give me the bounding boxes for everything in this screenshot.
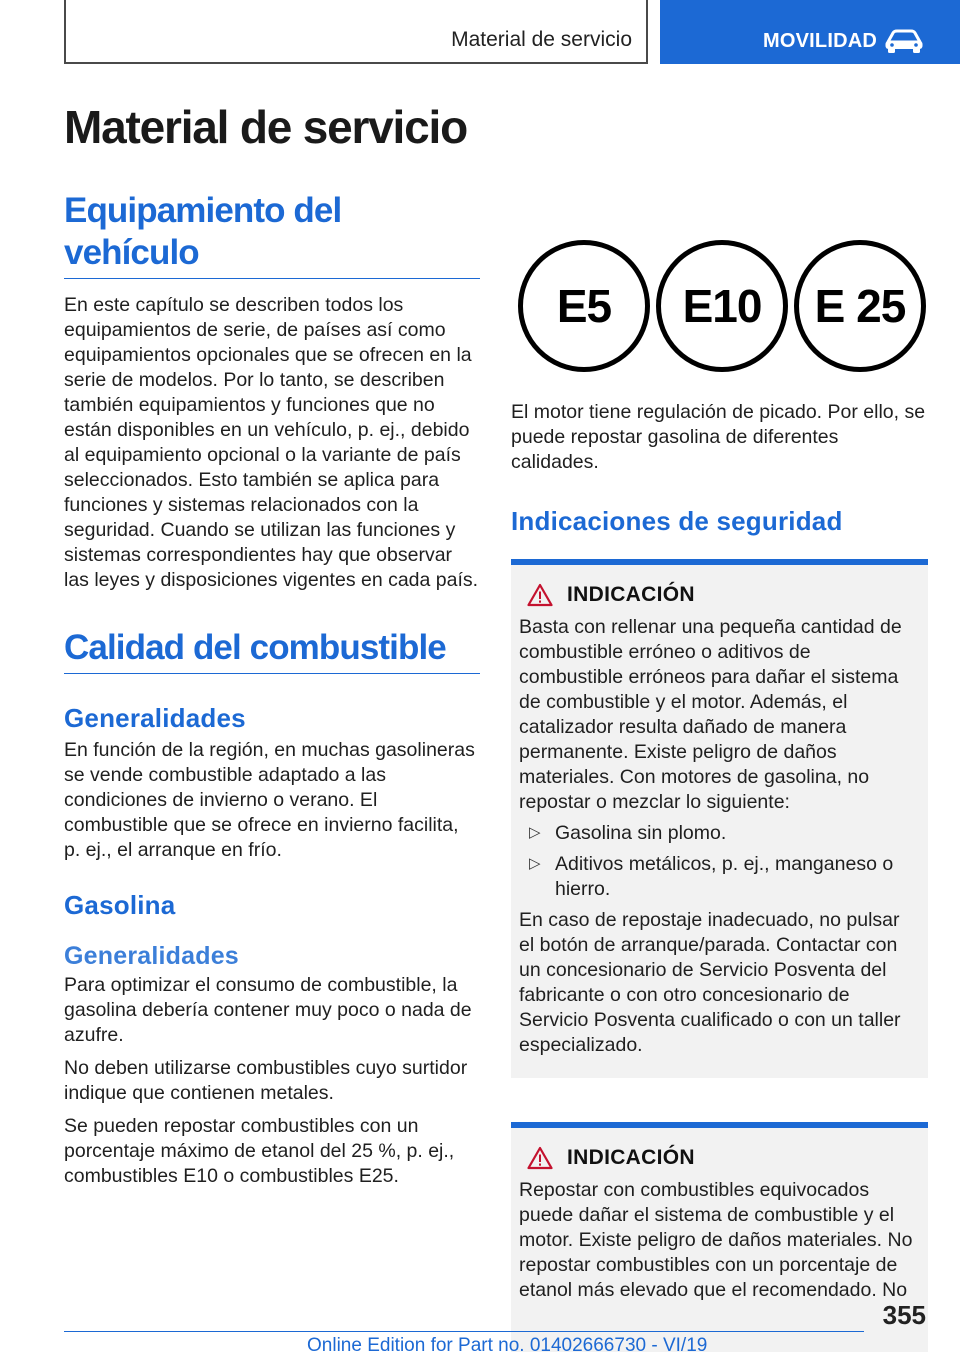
heading-indicaciones-seguridad: Indicaciones de seguridad — [511, 506, 843, 536]
header-tab-label: MOVILIDAD — [763, 30, 878, 52]
engine-text: El motor tiene regulación de picado. Por ello, se puede repostar gasolina de diferentes calidades. — [511, 401, 926, 473]
heading-equipamiento: Equipamiento del vehículo — [64, 190, 480, 279]
warning-box-2 — [511, 1122, 928, 1352]
footer-divider — [64, 1331, 864, 1332]
list-item — [519, 821, 920, 846]
list-item — [519, 852, 920, 902]
car-icon — [884, 28, 924, 54]
right-column — [511, 232, 928, 1352]
fuel-badge-e10: E10 — [656, 240, 788, 372]
warning-triangle-icon — [527, 1146, 553, 1170]
warning-1-text-1: Basta con rellenar una pequeña cantidad de combustible erróneo o aditivos de combustible erróneos para dañar el sistema de combustible y el motor. Además, el catalizador resulta dañado de manera permanente. Existe peligro de daños materiales. Con motores de gasolina, no repostar o mezclar lo siguiente: — [519, 616, 902, 813]
warning-2-text-1: Repostar con combustibles equivocados puede dañar el sistema de combustible y el motor. Existe peligro de daños materiales. No repostar combustibles con un porcentaje de etanol más elevado que el recomendado. No — [519, 1179, 913, 1301]
warning-header — [519, 1146, 920, 1170]
warning-box-1 — [511, 559, 928, 1078]
warning-title: INDICACIÓN — [567, 583, 695, 606]
list-item-text: Gasolina sin plomo. — [555, 822, 727, 844]
warning-title: INDICACIÓN — [567, 1146, 695, 1169]
warning-2-content — [519, 1178, 920, 1338]
heading-generalidades: Generalidades — [64, 703, 246, 733]
warning-header — [519, 583, 920, 607]
gasolina-text-3: Se pueden repostar combustibles con un porcentaje máximo de etanol del 25 %, p. ej., combustibles E10 o combustibles E25. — [64, 1115, 455, 1187]
bullet-triangle-icon: ▷ — [529, 855, 541, 872]
list-item-text: Aditivos metálicos, p. ej., manganeso o hierro. — [555, 853, 894, 900]
generalidades-text: En función de la región, en muchas gasolineras se vende combustible adaptado a las condiciones de invierno o verano. El combustible que se ofrece en invierno facilita, p. ej., el arranque en frío. — [64, 739, 475, 861]
header-tab-movilidad[interactable] — [660, 0, 960, 64]
fuel-badges — [511, 232, 928, 400]
bullet-triangle-icon: ▷ — [529, 824, 541, 841]
fuel-badge-e25: E 25 — [794, 240, 926, 372]
warning-1-text-2: En caso de repostaje inadecuado, no pulsar el botón de arranque/parada. Contactar con un concesionario de Servicio Posventa del fabricante o con otro concesionario de Servicio Posventa cualificado o con un taller especializado. — [519, 909, 901, 1056]
fuel-badge-e5: E5 — [518, 240, 650, 372]
footer-edition: Online Edition for Part no. 01402666730 - VI/19 — [307, 1335, 708, 1356]
heading-calidad-combustible: Calidad del combustible — [64, 627, 480, 674]
header-section-box — [64, 0, 648, 64]
page-title: Material de servicio — [64, 101, 467, 153]
left-column — [64, 190, 480, 1197]
heading-gasolina-generalidades: Generalidades — [64, 942, 239, 970]
gasolina-text-1: Para optimizar el consumo de combustible, la gasolina debería contener muy poco o nada de azufre. — [64, 974, 472, 1046]
gasolina-text-2: No deben utilizarse combustibles cuyo surtidor indique que contienen metales. — [64, 1057, 468, 1104]
page-number: 355 — [882, 1300, 926, 1330]
warning-triangle-icon — [527, 583, 553, 607]
header-section-title: Material de servicio — [451, 28, 632, 51]
heading-gasolina: Gasolina — [64, 890, 176, 920]
equipamiento-text: En este capítulo se describen todos los equipamientos de serie, de países así como equipamientos opcionales que se ofrecen en la serie de modelos. Por lo tanto, se describen también equipamientos y funciones que no están disponibles en un vehículo, p. ej., debido al equipamiento opcional o la variante de país seleccionados. Esto también se aplica para funciones y sistemas relacionados con la seguridad. Cuando se utilizan las funciones y sistemas correspondientes hay que observar las leyes y disposiciones vigentes en cada país. — [64, 294, 479, 591]
